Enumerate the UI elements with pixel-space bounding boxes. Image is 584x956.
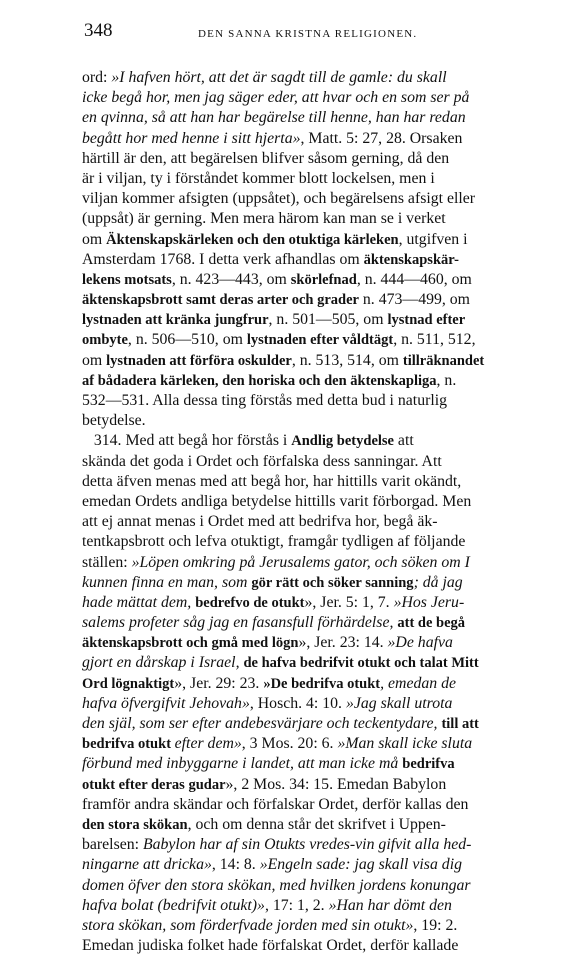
text-line	[82, 452, 552, 472]
text-segment: , 19: 2.	[413, 916, 458, 934]
text-segment: hade mättat dem,	[82, 593, 196, 611]
text-segment: ningarne att dricka»	[82, 856, 212, 874]
text-segment: den stora skökan	[82, 816, 188, 833]
text-segment: Emedan judiska folket hade förfalskat Ordet, derför kallade	[82, 937, 459, 955]
text-segment: skörlefnad	[290, 271, 357, 288]
text-segment: lystnaden efter våldtägt	[246, 332, 394, 349]
text-line	[82, 775, 552, 795]
text-segment: Andlig betydelse	[291, 433, 394, 450]
text-segment: Babylon har af sin Otukts vredes-vin gifvit alla hed-	[142, 836, 472, 854]
text-segment: stora skökan, som förderfvade jorden med sin otukt»	[82, 916, 414, 934]
text-segment: lekens motsats	[82, 271, 172, 288]
text-line	[82, 290, 552, 310]
text-segment: salems profeter såg jag en fasansfull förhärdelse,	[82, 614, 398, 632]
text-line	[82, 633, 552, 653]
text-segment: »I hafven hört, att det är sagdt till de gamle: du skall	[111, 69, 447, 86]
text-segment: , n. 423—443, om	[171, 270, 291, 288]
text-line	[82, 411, 552, 431]
text-line	[82, 674, 552, 694]
text-segment: gjort en dårskap i Israel,	[82, 654, 244, 672]
text-line	[82, 795, 552, 815]
text-segment: , utgifven i	[398, 230, 468, 248]
text-segment: 314. Med att begå hor förstås i	[82, 432, 292, 450]
text-line	[82, 512, 552, 532]
text-segment: domen öfver den stora skökan, med hvilken jordens konungar	[82, 876, 471, 894]
text-segment: om	[82, 351, 107, 369]
text-segment: »Engeln sade: jag skall visa dig	[259, 856, 462, 874]
text-segment: begått hor med henne i sitt hjerta»	[82, 129, 301, 147]
text-segment: framför andra skändar och förfalskar Ordet, derför kallas den	[82, 795, 469, 813]
text-line	[82, 573, 552, 593]
text-line	[82, 472, 552, 492]
text-segment: af bådadera kärleken, den horiska och den äktenskapliga	[82, 372, 437, 389]
text-segment: , Matt. 5: 27, 28. Orsaken	[300, 129, 463, 147]
text-segment: n. 473—499, om	[358, 291, 470, 309]
text-segment: viljan kommer afsigten (uppsåtet), och begärelsens afsigt eller	[82, 190, 476, 208]
text-segment: äktenskapsbrott och gmå med lögn	[82, 635, 299, 652]
text-segment: , emedan de	[380, 674, 457, 692]
text-line	[82, 330, 552, 350]
text-segment: efter dem»	[174, 735, 242, 753]
page-number: 348	[84, 20, 113, 41]
text-segment: Ord lögnaktigt	[82, 675, 175, 692]
text-segment: äktenskapsbrott samt deras arter och grader	[82, 292, 359, 309]
text-segment: , 17: 1, 2.	[264, 896, 329, 914]
text-segment: »Man skall icke sluta	[337, 735, 473, 753]
text-segment: gör rätt och söker sanning	[251, 574, 414, 591]
text-segment: kunnen finna en man, som	[82, 573, 252, 591]
text-segment: betydelse.	[82, 412, 146, 430]
text-segment: »De bedrifva otukt	[263, 675, 381, 692]
text-line	[82, 835, 552, 855]
text-segment: bedrefvo de otukt	[195, 594, 305, 611]
text-segment: , n. 506—510, om	[127, 331, 247, 349]
text-line	[82, 189, 552, 209]
text-segment: härtill är den, att begärelsen blifver såsom gerning, då den	[82, 149, 450, 167]
text-segment: », Jer. 5: 1, 7.	[304, 593, 394, 611]
text-segment: bedrifva otukt	[82, 736, 175, 753]
text-line	[82, 896, 552, 916]
text-segment: är i viljan, ty i förståndet kommer blott lockelsen, men i	[82, 169, 435, 187]
text-segment: skända det goda i Ordet och förfalska dess sanningar. Att	[82, 452, 442, 470]
text-segment: , 3 Mos. 20: 6.	[241, 735, 338, 753]
text-segment: att ej annat menas i Ordet med att bedrifva hor, begå äk-	[82, 513, 438, 531]
text-line	[82, 129, 552, 149]
text-segment: om	[82, 230, 107, 248]
text-segment: till att	[441, 716, 479, 732]
text-segment: lystnad efter	[387, 312, 466, 329]
text-segment: lystnaden att kränka jungfrur	[82, 312, 269, 329]
text-segment: , n. 444—460, om	[356, 270, 472, 288]
text-segment: den själ, som ser efter andebesvärjare och teckentydare,	[82, 715, 442, 732]
text-segment: emedan Ordets andliga betydelse hittills varit förborgad. Men	[82, 492, 472, 510]
text-segment: tentkapsbrott och lefva otuktigt, framgår tydligen af följande	[82, 533, 466, 551]
text-segment: »De hafva	[387, 634, 453, 652]
text-segment: », Jer. 23: 14.	[298, 634, 388, 652]
text-segment: de hafva bedrifvit otukt och talat Mitt	[243, 655, 479, 672]
text-segment: , n.	[436, 371, 457, 389]
text-line	[82, 371, 552, 391]
text-segment: att de begå	[397, 615, 466, 632]
text-segment: äktenskapskär-	[363, 251, 459, 268]
text-line	[82, 532, 552, 552]
text-line	[82, 653, 552, 673]
text-line	[82, 88, 552, 108]
text-line	[82, 250, 552, 270]
text-line	[82, 391, 552, 411]
text-segment: barelsen:	[82, 836, 143, 854]
text-line	[82, 169, 552, 189]
text-segment: (uppsåt) är gerning. Men mera härom kan man se i verket	[82, 210, 446, 228]
text-line	[82, 209, 552, 229]
text-segment: , Hosch. 4: 10.	[249, 694, 346, 712]
text-segment: »Hos Jeru-	[393, 593, 465, 611]
text-segment: hafva bolat (bedrifvit otukt)»	[82, 896, 265, 914]
text-line	[82, 916, 552, 936]
running-title: DEN SANNA KRISTNA RELIGIONEN.	[198, 28, 418, 40]
text-line	[82, 613, 552, 633]
text-line	[82, 694, 552, 714]
text-segment: Äktenskapskärleken och den otuktiga kärleken	[106, 231, 399, 248]
body-text	[82, 68, 552, 956]
text-line	[82, 593, 552, 613]
text-segment: »Jag skall utrota	[345, 694, 453, 712]
text-line	[82, 108, 552, 128]
text-line	[82, 431, 552, 451]
text-segment: , n. 511, 512,	[393, 331, 476, 349]
text-line	[82, 876, 552, 896]
text-line	[82, 553, 552, 573]
text-segment: , n. 501—505, om	[268, 311, 388, 329]
text-line	[82, 270, 552, 290]
text-segment: förbund med inbyggarne i landet, att man icke må	[82, 755, 403, 773]
text-line	[82, 492, 552, 512]
text-segment: »Löpen omkring på Jerusalems gator, och söken om I	[131, 553, 470, 571]
text-line	[82, 351, 552, 371]
text-line	[82, 936, 552, 956]
text-line	[82, 754, 552, 774]
text-line	[82, 714, 552, 734]
text-segment: , 14: 8.	[211, 856, 260, 874]
text-segment: bedrifva	[402, 756, 455, 773]
text-segment: ; då jag	[413, 573, 463, 591]
page-header	[80, 20, 540, 46]
text-line	[82, 68, 552, 88]
text-segment: ombyte	[82, 332, 128, 349]
text-segment: otukt efter deras gudar	[82, 776, 226, 793]
text-line	[82, 230, 552, 250]
text-segment: att	[393, 432, 414, 450]
text-segment: lystnaden att förföra oskulder	[106, 352, 292, 369]
text-segment: ord:	[82, 69, 112, 86]
text-segment: , n. 513, 514, om	[291, 351, 403, 369]
text-segment: », Jer. 29: 23.	[174, 674, 264, 692]
text-segment: Amsterdam 1768. I detta verk afhandlas om	[82, 250, 364, 268]
text-line	[82, 815, 552, 835]
text-segment: en qvinna, så att han har begärelse till henne, han har redan	[82, 109, 466, 127]
text-line	[82, 855, 552, 875]
text-segment: », 2 Mos. 34: 15. Emedan Babylon	[225, 775, 447, 793]
text-segment: icke begå hor, men jag säger eder, att hvar och en som ser på	[82, 89, 470, 107]
text-segment: hafva öfvergifvit Jehovah»	[82, 694, 250, 712]
text-segment: ställen:	[82, 553, 132, 571]
text-line	[82, 149, 552, 169]
text-segment: »Han har dömt den	[328, 896, 452, 914]
text-line	[82, 310, 552, 330]
text-segment: detta äfven menas med att begå hor, har hittills varit okändt,	[82, 472, 462, 490]
text-line	[82, 734, 552, 754]
text-segment: 532—531. Alla dessa ting förstås med detta bud i naturlig	[82, 392, 448, 409]
text-segment: tillräknandet	[402, 352, 485, 369]
text-segment: , och om denna står det skrifvet i Uppen-	[187, 815, 446, 833]
